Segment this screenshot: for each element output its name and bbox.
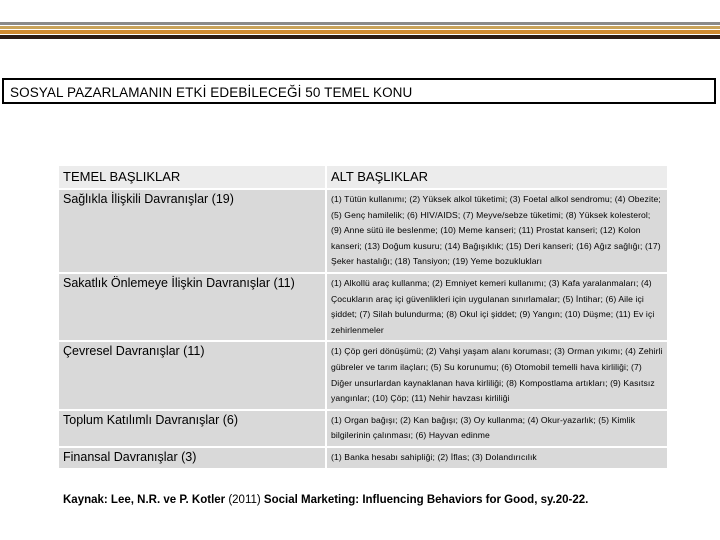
column-header-main: TEMEL BAŞLIKLAR [58, 165, 326, 189]
source-year: (2011) [228, 494, 261, 506]
table-row [58, 189, 668, 273]
topics-cell: (1) Banka hesabı sahipliği; (2) İflas; (3) Dolandırıcılık [326, 447, 668, 469]
table-row [58, 410, 668, 447]
column-header-sub: ALT BAŞLIKLAR [326, 165, 668, 189]
topics-cell: (1) Organ bağışı; (2) Kan bağışı; (3) Oy kullanma; (4) Okur-yazarlık; (5) Kimlik bilgilerinin çalınması; (6) Hayvan edinme [326, 410, 668, 447]
topics-cell: (1) Tütün kullanımı; (2) Yüksek alkol tüketimi; (3) Foetal alkol sendromu; (4) Obezite; (5) Genç hamilelik; (6) HIV/AIDS; (7) Meyve/sebze tüketimi; (8) Yüksek kolesterol; (9) Anne sütü ile beslenme; (10) Meme kanseri; (11) Prostat kanseri; (12) Kolon kanseri; (13) Doğum kusuru; (14) Bağışıklık; (15) Deri kanseri; (16) Ağız sağlığı; (17) Şeker hastalığı; (18) Tansiyon; (19) Yeme bozuklukları [326, 189, 668, 273]
stripe-gray [0, 22, 720, 25]
category-cell: Toplum Katılımlı Davranışlar (6) [58, 410, 326, 447]
stripe-dark [0, 35, 720, 39]
topics-table [57, 164, 669, 470]
source-text: Kaynak: Lee, N.R. ve P. Kotler (2011) Social Marketing: Influencing Behaviors for Good, sy.20-22. [63, 494, 589, 506]
table-row [58, 447, 668, 469]
topics-cell: (1) Alkollü araç kullanma; (2) Emniyet kemeri kullanımı; (3) Kafa yaralanmaları; (4) Çocukların araç içi güvenlikleri için uygulanan sınırlamalar; (5) İntihar; (6) Aile içi şiddet; (7) Silah bulundurma; (8) Okul içi şiddet; (9) Yangın; (10) Düşme; (11) Ev içi zehirlenmeler [326, 273, 668, 341]
table-header-row [58, 165, 668, 189]
table-row [58, 273, 668, 341]
page-title: SOSYAL PAZARLAMANIN ETKİ EDEBİLECEĞİ 50 TEMEL KONU [10, 85, 413, 100]
category-cell: Finansal Davranışlar (3) [58, 447, 326, 469]
title-box [2, 78, 716, 104]
category-cell: Çevresel Davranışlar (11) [58, 341, 326, 409]
category-cell: Sakatlık Önlemeye İlişkin Davranışlar (11) [58, 273, 326, 341]
source-citation [63, 494, 588, 506]
stripe-tan [0, 26, 720, 29]
header-stripes [0, 0, 720, 40]
table-row [58, 341, 668, 409]
topics-cell: (1) Çöp geri dönüşümü; (2) Vahşi yaşam alanı koruması; (3) Orman yıkımı; (4) Zehirli gübreler ve tarım ilaçları; (5) Su korunumu; (6) Otomobil temelli hava kirliliği; (7) Diğer unsurlardan kaynaklanan hava kirliliği; (8) Kompostlama artıkları; (9) Kasıtsız yangınlar; (10) Çöp; (11) Nehir havzası kirliliği [326, 341, 668, 409]
stripe-orange [0, 30, 720, 34]
category-cell: Sağlıkla İlişkili Davranışlar (19) [58, 189, 326, 273]
